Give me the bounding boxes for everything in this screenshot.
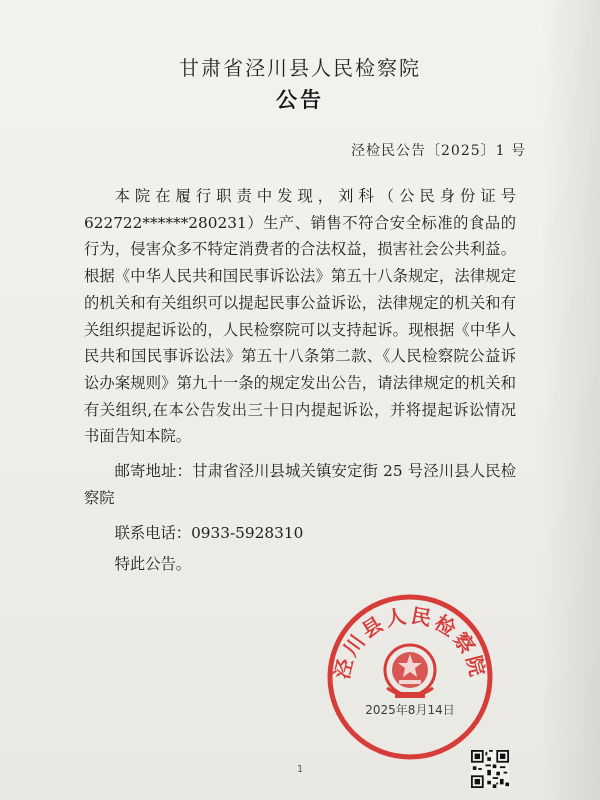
contact-phone: 联系电话：0933-5928310 bbox=[114, 524, 304, 543]
official-seal bbox=[325, 592, 495, 762]
seal-date: 2025年8月14日 bbox=[365, 703, 455, 717]
organization-title: 甘肃省泾川县人民检察院 bbox=[179, 56, 421, 80]
document-number: 泾检民公告〔2025〕1 号 bbox=[351, 143, 526, 159]
notice-body bbox=[84, 183, 516, 578]
svg-text:泾川县人民检察院: 泾川县人民检察院 bbox=[329, 603, 491, 682]
document-title: 公告 bbox=[276, 88, 324, 112]
main-paragraph: 本院在履行职责中发现，刘科（公民身份证号622722******280231）生产、销售不符合安全标准的食品的行为，侵害众多不特定消费者的合法权益，损害社会公共利益。根据《中华人民共和国民事诉讼法》第五十八条规定，法律规定的机关和有关组织可以提起民事公益诉讼，法律规定的机关和有关组织提起诉讼的，人民检察院可以支持起诉。现根据《中华人民共和国民事诉讼法》第五十八条第二款、《人民检察院公益诉讼办案规则》第九十一条的规定发出公告，请法律规定的机关和有关组织,在本公告发出三十日内提起诉讼，并将提起诉讼情况书面告知本院。 bbox=[84, 187, 516, 446]
national-emblem-icon bbox=[385, 645, 435, 698]
page-number: 1 bbox=[296, 764, 304, 775]
qr-code-icon bbox=[471, 750, 509, 788]
closing-remark: 特此公告。 bbox=[114, 555, 192, 574]
seal-icon bbox=[325, 592, 495, 762]
mailing-address: 邮寄地址：甘肃省泾川县城关镇安定街 25 号泾川县人民检察院 bbox=[84, 462, 516, 507]
page-shadow bbox=[540, 0, 600, 800]
